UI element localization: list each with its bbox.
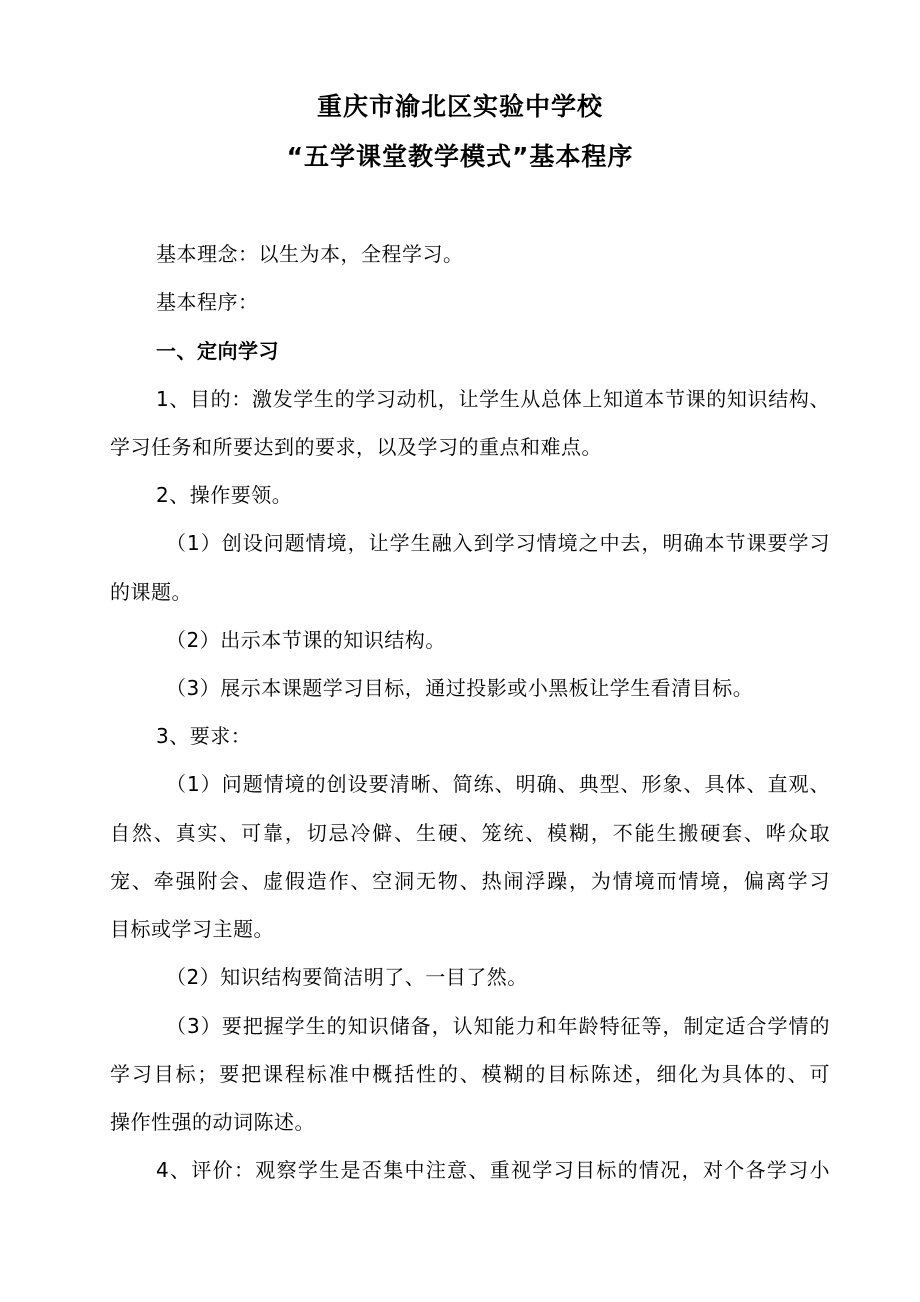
paragraph-evaluation: 4、评价：观察学生是否集中注意、重视学习目标的情况，对个各学习小 bbox=[156, 1158, 830, 1182]
list-item-requirement-1-cont2: 宠、牵强附会、虚假造作、空洞无物、热闹浮躁，为情境而情境，偏离学习 bbox=[110, 869, 830, 893]
document-title-line1: 重庆市渝北区实验中学校 bbox=[316, 92, 603, 121]
list-item-requirement-1-cont3: 目标或学习主题。 bbox=[110, 917, 274, 941]
list-item-operation-1: （1）创设问题情境，让学生融入到学习情境之中去，明确本节课要学习 bbox=[166, 531, 830, 555]
paragraph-requirements-label: 3、要求： bbox=[156, 724, 252, 748]
list-item-operation-1-cont: 的课题。 bbox=[110, 580, 192, 604]
paragraph-operation-label: 2、操作要领。 bbox=[156, 483, 293, 507]
paragraph-purpose: 1、目的：激发学生的学习动机，让学生从总体上知道本节课的知识结构、 bbox=[156, 387, 830, 411]
paragraph-procedure-label: 基本程序： bbox=[156, 290, 259, 314]
list-item-requirement-3-cont1: 学习目标；要把课程标准中概括性的、模糊的目标陈述，细化为具体的、可 bbox=[110, 1062, 830, 1086]
list-item-requirement-1-cont1: 自然、真实、可靠，切忌冷僻、生硬、笼统、模糊，不能生搬硬套、哗众取 bbox=[110, 821, 830, 845]
list-item-requirement-3-cont2: 操作性强的动词陈述。 bbox=[110, 1110, 315, 1134]
list-item-operation-3: （3）展示本课题学习目标，通过投影或小黑板让学生看清目标。 bbox=[166, 676, 754, 700]
paragraph-purpose-cont: 学习任务和所要达到的要求，以及学习的重点和难点。 bbox=[110, 435, 602, 459]
list-item-operation-2: （2）出示本节课的知识结构。 bbox=[166, 628, 446, 652]
paragraph-philosophy: 基本理念：以生为本，全程学习。 bbox=[156, 242, 464, 266]
list-item-requirement-2: （2）知识结构要简洁明了、一目了然。 bbox=[166, 965, 528, 989]
section-heading-1: 一、定向学习 bbox=[156, 339, 279, 363]
list-item-requirement-1: （1）问题情境的创设要清晰、简练、明确、典型、形象、具体、直观、 bbox=[166, 772, 830, 796]
document-title-line2: “五学课堂教学模式”基本程序 bbox=[286, 142, 634, 171]
list-item-requirement-3: （3）要把握学生的知识储备，认知能力和年龄特征等，制定适合学情的 bbox=[166, 1014, 830, 1038]
